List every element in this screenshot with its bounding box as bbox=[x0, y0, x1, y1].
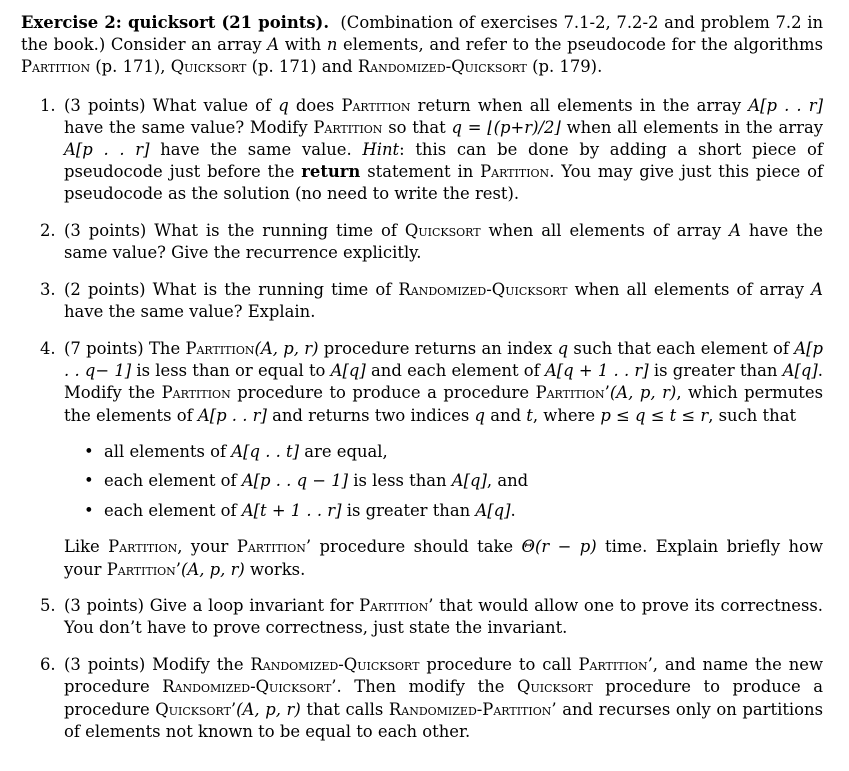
intro-text: (Combination of exercises 7.1-2, 7.2-2 and problem 7.2 in the book.) Consider an array A with n elements, and refer to the pseudocode for the algorithms Partition (p. 171), Quicksort (p. 171) and Randomized-Quicksort (p. 179). bbox=[21, 13, 824, 77]
part-4-followup: Like Partition, your Partition’ procedure should take Θ(r − p) time. Explain briefly how your Partition’(A, p, r) works. bbox=[64, 537, 823, 579]
part-text: (3 points) What value of q does Partition return when all elements in the array A[p . . r] have the same value? Modify Partition so that q = ⌊(p+r)/2⌋ when all elements in the array A[p . . r] have the same value. Hint: this can be done by adding a short piece of pseudocode just before the return statement in Partition. You may give just this piece of pseudocode as the solution (no need to write the rest). bbox=[64, 95, 824, 204]
part-6 bbox=[21, 654, 823, 743]
part-number: 5. bbox=[40, 596, 56, 616]
bullet-item: • all elements of A[q . . t] are equal, bbox=[64, 441, 823, 463]
part-3 bbox=[21, 279, 823, 323]
bullet-item: • each element of A[p . . q − 1] is less than A[q], and bbox=[64, 470, 823, 492]
part-number: 1. bbox=[40, 95, 56, 115]
exercise-heading: Exercise 2: quicksort (21 points). bbox=[21, 13, 330, 32]
part-number: 3. bbox=[40, 280, 56, 300]
parts-list bbox=[21, 95, 823, 743]
part-2 bbox=[21, 220, 823, 264]
part-text: (2 points) What is the running time of Randomized-Quicksort when all elements of array A have the same value? Explain. bbox=[64, 280, 823, 322]
part-number: 6. bbox=[40, 655, 56, 675]
part-text: (3 points) What is the running time of Quicksort when all elements of array A have the same value? Give the recurrence explicitly. bbox=[64, 221, 823, 263]
part-text: (3 points) Modify the Randomized-Quicksort procedure to call Partition’, and name the new procedure Randomized-Quicksort’. Then modify the Quicksort procedure to produce a procedure Quicksort’(A, p, r) that calls Randomized-Partition’ and recurses only on partitions of elements not known to be equal to each other. bbox=[64, 655, 824, 741]
part-1 bbox=[21, 95, 823, 206]
bullet-list bbox=[64, 441, 823, 523]
part-5 bbox=[21, 595, 823, 639]
part-4 bbox=[21, 338, 823, 581]
part-number: 2. bbox=[40, 221, 56, 241]
part-text: (3 points) Give a loop invariant for Partition’ that would allow one to prove its correctness. You don’t have to prove correctness, just state the invariant. bbox=[64, 596, 823, 638]
bullet-item: • each element of A[t + 1 . . r] is greater than A[q]. bbox=[64, 500, 823, 522]
part-text: (7 points) The Partition(A, p, r) procedure returns an index q such that each element of A[p . . q− 1] is less than or equal to A[q] and each element of A[q + 1 . . r] is greater than A[q]. Modify the Partition procedure to produce a procedure Partition’(A, p, r), which permutes the elements of A[p . . r] and returns two indices q and t, where p ≤ q ≤ t ≤ r, such that bbox=[64, 338, 824, 425]
exercise-intro bbox=[21, 12, 823, 79]
part-number: 4. bbox=[40, 338, 56, 358]
